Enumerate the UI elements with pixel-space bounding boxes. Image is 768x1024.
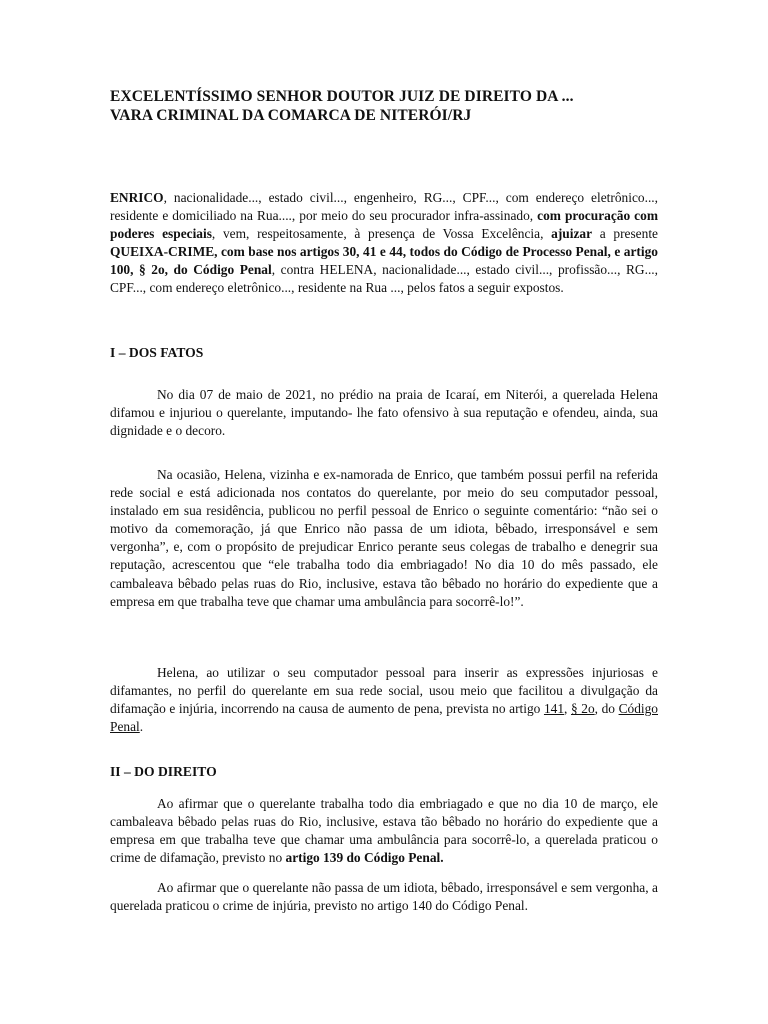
direito-paragraph-1 [110,795,658,867]
intro-text-1: , nacionalidade..., estado civil..., engenheiro, RG..., CPF..., com endereço eletrônico..., residente e domiciliado na Rua...., por meio do seu procurador infra-assinado, [110,190,658,224]
intro-bold-1: com procuração com poderes especiais [110,208,658,242]
fatos-paragraph-1 [110,386,658,440]
separator-2: , do [594,701,619,717]
direito-paragraph-2 [110,879,658,915]
plaintiff-name: ENRICO [110,190,164,205]
fatos-paragraph-3 [110,664,658,736]
fatos-paragraph-2 [110,466,658,611]
paragraph-end: . [139,719,144,735]
section-heading-fatos: I – DOS FATOS [110,345,204,360]
fatos-text-3: Helena, ao utilizar o seu computador pessoal para inserir as expressões injuriosas e difamantes, no perfil do querelante em sua rede social, usou meio que facilitou a divulgação da difamação e injúria, incorrendo na causa de aumento de pena, prevista no artigo [110,665,658,717]
link-artigo-141[interactable]: 141 [543,701,565,717]
separator-1: , [564,701,571,717]
fatos-text-1: No dia 07 de maio de 2021, no prédio na praia de Icaraí, em Niterói, a querelada Helena difamou e injuriou o querelante, imputando- lhe fato ofensivo à sua reputação e ofendeu, ainda, sua dignidade e o decoro. [110,387,658,439]
direito-bold-1: artigo 139 do Código Penal. [285,850,444,866]
section-heading-direito: II – DO DIREITO [110,764,217,779]
intro-bold-2: ajuizar [551,226,593,242]
title-line-1: EXCELENTÍSSIMO SENHOR DOUTOR JUIZ DE DIREITO DA ... [110,88,574,105]
intro-text-4: , contra HELENA, nacionalidade..., estado civil..., profissão..., RG..., CPF..., com endereço eletrônico..., residente na Rua ..., pelos fatos a seguir expostos. [110,262,658,296]
fatos-text-2: Na ocasião, Helena, vizinha e ex-namorada de Enrico, que também possui perfil na referida rede social e está adicionada nos contatos do querelante, por meio do seu computador pessoal, instalado em sua residência, publicou no perfil pessoal de Enrico o seguinte comentário: “não sei o motivo da comemoração, já que Enrico não passa de um idiota, bêbado, irresponsável e sem vergonha”, e, com o propósito de prejudicar Enrico perante seus colegas de trabalho e denegrir sua reputação, acrescentou que “ele trabalha todo dia embriagado! No dia 10 do mês passado, ele cambaleava bêbado pelas ruas do Rio, inclusive, estava tão bêbado no horário do expediente que a empresa em que trabalha teve que chamar uma ambulância para socorrê-lo!”. [110,467,658,609]
intro-bold-3: QUEIXA-CRIME, com base nos artigos 30, 41 e 44, todos do Código de Processo Penal, e artigo 100, § 2o, do Código Penal [110,244,658,278]
intro-paragraph [110,189,658,298]
intro-text-2: , vem, respeitosamente, à presença de Vossa Excelência, [211,226,552,242]
direito-text-2: Ao afirmar que o querelante não passa de um idiota, bêbado, irresponsável e sem vergonha, a querelada praticou o crime de injúria, previsto no artigo 140 do Código Penal. [110,880,658,914]
document-title [110,87,670,125]
title-line-2: VARA CRIMINAL DA COMARCA DE NITERÓI/RJ [110,107,472,124]
link-codigo-penal[interactable]: Código Penal [110,701,658,735]
link-paragrafo-2[interactable]: § 2o [570,701,595,717]
intro-text-3: a presente [592,226,658,242]
direito-text-1: Ao afirmar que o querelante trabalha todo dia embriagado e que no dia 10 de março, ele cambaleava bêbado pelas ruas do Rio, inclusive, estava tão bêbado no horário do expediente que a empresa em que trabalha teve que chamar uma ambulância para socorrê-lo, a querelada praticou o crime de difamação, previsto no [110,796,658,866]
